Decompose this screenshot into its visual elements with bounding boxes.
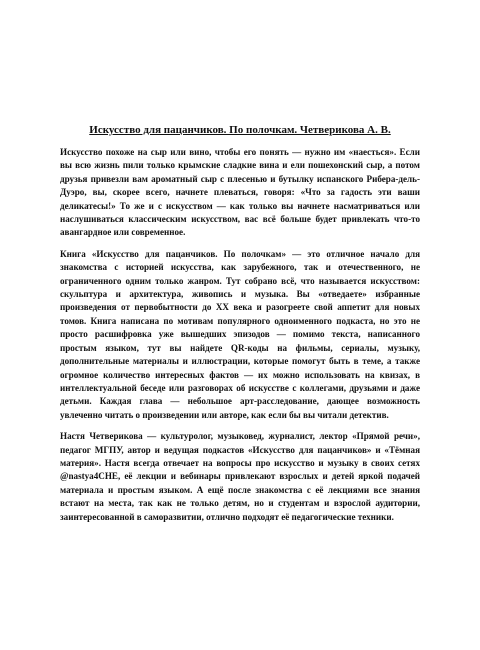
document-title: Искусство для пацанчиков. По полочкам. Четверикова А. В. [89,124,391,136]
document-page [60,123,420,532]
paragraph-intro: Искусство похоже на сыр или вино, чтобы его понять — нужно им «наесться». Если вы всю жизнь пили только крымские сладкие вина и ели пошехонский сыр, а потом друзья привезли вам ароматный сыр с плесенью и бутылку испанского Рибера-дель-Дуэро, вы, скорее всего, начнете плеваться, говоря: «Что за гадость эти ваши деликатесы!» То же и с искусством — как только вы начнете насматриваться или наслушиваться классическим искусством, вас всё больше будет привлекать что-то авангардное или современное. [60,147,420,238]
paragraph-book-description: Книга «Искусство для пацанчиков. По полочкам» — это отличное начало для знакомства с историей искусства, как зарубежного, так и отечественного, не ограниченного одним только жанром. Тут собрано всё, что называется искусством: скульптура и архитектура, живопись и музыка. Вы «отведаете» избранные произведения от первобытности до XX века и разогреете свой аппетит для новых томов. Книга написана по мотивам популярного одноименного подкаста, но это не просто расшифровка уже вышедших эпизодов — помимо текста, написанного простым языком, тут вы найдете QR-коды на фильмы, сериалы, музыку, дополнительные материалы и иллюстрации, которые помогут быть в теме, а также огромное количество интересных фактов — их можно использовать на квизах, в интеллектуальной беседе или разговорах об искусстве с коллегами, друзьями и даже детьми. Каждая глава — небольшое арт-расследование, дающее возможность увлеченно читать о произведении или авторе, как если бы вы читали детектив. [60,248,420,420]
paragraph-author-bio: Настя Четверикова — культуролог, музыковед, журналист, лектор «Прямой речи», педагог МГПУ, автор и ведущая подкастов «Искусство для пацанчиков» и «Тёмная материя». Настя всегда отвечает на вопросы про искусство и музыку в своих сетях @nastya4CHE, её лекции и вебинары привлекают взрослых и детей яркой подачей материала и простым языком. А ещё после знакомства с её лекциями все знания встают на места, так как не только детям, но и студентам и взрослой аудитории, заинтересованной в саморазвитии, отлично подходят её педагогические техники. [60,431,420,522]
